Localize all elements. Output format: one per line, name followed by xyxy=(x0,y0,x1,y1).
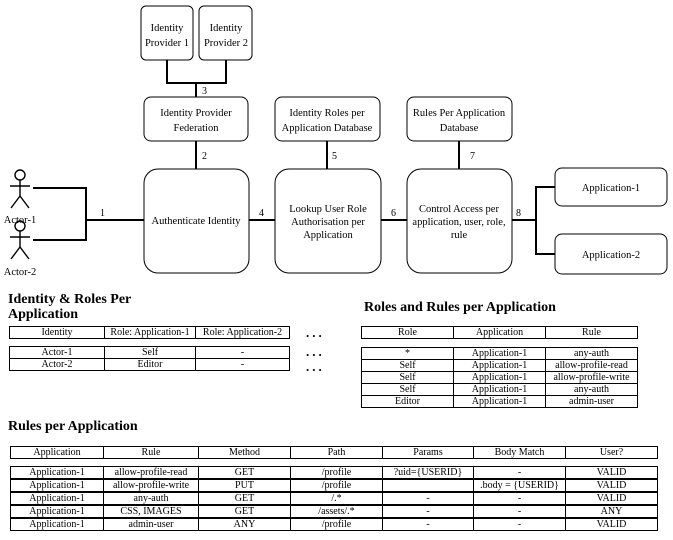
svg-text:Application Database: Application Database xyxy=(281,123,373,134)
svg-text:Application-1: Application-1 xyxy=(581,183,641,194)
edge-label-1: 1 xyxy=(100,208,105,219)
table-cell: Editor xyxy=(104,358,196,371)
roles-rules-header-application: Application xyxy=(453,326,546,339)
svg-text:Authorisation per: Authorisation per xyxy=(291,217,365,228)
svg-text:Control Access per: Control Access per xyxy=(419,204,499,215)
rules-header-method: Method xyxy=(198,446,291,459)
table-cell: * xyxy=(361,347,454,360)
table-cell: Application-1 xyxy=(10,466,104,479)
table-cell: Application-1 xyxy=(10,505,104,518)
identity-provider-1-node[interactable] xyxy=(141,6,193,60)
rules-header-rule: Rule xyxy=(103,446,199,459)
table-cell: Application-1 xyxy=(453,395,546,408)
svg-text:Lookup User Role: Lookup User Role xyxy=(289,204,367,215)
identity-roles-header-role-app2: Role: Application-2 xyxy=(195,326,290,339)
table-cell: - xyxy=(382,505,474,518)
edge-label-7: 7 xyxy=(470,151,475,162)
rules-header-body-match: Body Match xyxy=(473,446,566,459)
table-cell: CSS, IMAGES xyxy=(103,505,199,518)
table-cell: Self xyxy=(104,346,196,359)
svg-text:rule: rule xyxy=(450,230,468,241)
table-cell: ANY xyxy=(198,518,291,531)
roles-rules-heading: Roles and Rules per Application xyxy=(364,300,556,315)
actor-2-figure[interactable] xyxy=(4,221,36,278)
svg-text:Identity Provider: Identity Provider xyxy=(160,108,232,119)
table-cell: ANY xyxy=(565,505,658,518)
svg-text:Federation: Federation xyxy=(173,123,219,134)
table-cell: /.* xyxy=(290,492,383,505)
table-cell: Application-1 xyxy=(10,492,104,505)
svg-text:Provider 2: Provider 2 xyxy=(203,38,249,49)
table-cell: admin-user xyxy=(103,518,199,531)
rules-header-path: Path xyxy=(290,446,383,459)
table-cell: - xyxy=(473,505,566,518)
rules-header-params: Params xyxy=(382,446,474,459)
table-cell: Application-1 xyxy=(10,518,104,531)
table-cell: Application-1 xyxy=(453,359,546,372)
roles-rules-header-role: Role xyxy=(361,326,454,339)
identity-roles-heading-line1: Identity & Roles Per xyxy=(8,292,132,307)
table-cell: Application-1 xyxy=(453,383,546,396)
svg-text:Authenticate Identity: Authenticate Identity xyxy=(151,216,241,227)
identity-roles-database-node[interactable] xyxy=(275,97,380,141)
rules-header-user: User? xyxy=(565,446,658,459)
svg-text:Identity: Identity xyxy=(209,23,243,34)
table-cell: Application-1 xyxy=(10,479,104,492)
table-cell: ?uid={USERID} xyxy=(382,466,474,479)
ellipsis-row-2: ... xyxy=(306,359,325,374)
table-cell: /profile xyxy=(290,518,383,531)
table-cell: PUT xyxy=(198,479,291,492)
table-cell: GET xyxy=(198,492,291,505)
svg-text:Identity Roles per: Identity Roles per xyxy=(289,108,365,119)
table-cell: - xyxy=(382,518,474,531)
table-cell: Self xyxy=(361,383,454,396)
authenticate-identity-node[interactable] xyxy=(144,169,249,273)
identity-roles-header-identity: Identity xyxy=(9,326,105,339)
connector-actors xyxy=(33,188,86,240)
table-cell: allow-profile-read xyxy=(545,359,638,372)
svg-text:Database: Database xyxy=(439,123,479,134)
table-cell: VALID xyxy=(565,466,658,479)
table-cell: Self xyxy=(361,359,454,372)
svg-text:Application-2: Application-2 xyxy=(581,250,641,261)
ellipsis-header: ... xyxy=(306,325,325,340)
lookup-user-role-node[interactable] xyxy=(275,169,381,273)
svg-text:Rules Per Application: Rules Per Application xyxy=(412,108,506,119)
table-cell: - xyxy=(382,492,474,505)
table-cell: any-auth xyxy=(103,492,199,505)
table-cell: allow-profile-read xyxy=(103,466,199,479)
table-cell: - xyxy=(473,466,566,479)
ellipsis-row-1: ... xyxy=(306,344,325,359)
edge-label-5: 5 xyxy=(332,151,337,162)
connector-apps xyxy=(536,187,555,254)
table-cell: Application-1 xyxy=(453,371,546,384)
table-cell: - xyxy=(195,346,290,359)
rules-per-application-database-node[interactable] xyxy=(407,97,512,141)
identity-roles-heading-line2: Application xyxy=(8,307,79,322)
identity-provider-2-node[interactable] xyxy=(199,6,252,60)
application-2-node[interactable] xyxy=(555,234,667,274)
control-access-node[interactable] xyxy=(407,169,512,273)
svg-text:Application: Application xyxy=(303,230,353,241)
edge-label-6: 6 xyxy=(391,208,396,219)
table-cell: .body = {USERID} xyxy=(473,479,566,492)
table-cell: Actor-1 xyxy=(9,346,105,359)
edge-label-4: 4 xyxy=(259,208,264,219)
svg-text:Actor-1: Actor-1 xyxy=(3,215,37,226)
edge-label-8: 8 xyxy=(516,208,521,219)
table-cell: Actor-2 xyxy=(9,358,105,371)
table-cell: any-auth xyxy=(545,383,638,396)
connector-idp-join xyxy=(167,60,226,83)
actor-1-figure[interactable] xyxy=(4,170,36,226)
application-1-node[interactable] xyxy=(555,168,667,206)
rules-heading: Rules per Application xyxy=(8,419,138,434)
table-cell: GET xyxy=(198,466,291,479)
table-cell: Self xyxy=(361,371,454,384)
edge-label-3: 3 xyxy=(202,86,207,97)
table-cell: any-auth xyxy=(545,347,638,360)
svg-text:Provider 1: Provider 1 xyxy=(144,38,190,49)
svg-text:Identity: Identity xyxy=(150,23,184,34)
edge-label-2: 2 xyxy=(202,151,207,162)
identity-roles-header-role-app1: Role: Application-1 xyxy=(104,326,196,339)
table-cell xyxy=(382,479,474,492)
table-cell: allow-profile-write xyxy=(545,371,638,384)
table-cell: GET xyxy=(198,505,291,518)
table-cell: - xyxy=(473,518,566,531)
table-cell: allow-profile-write xyxy=(103,479,199,492)
table-cell: - xyxy=(473,492,566,505)
table-cell: /profile xyxy=(290,466,383,479)
table-cell: /assets/.* xyxy=(290,505,383,518)
table-cell: VALID xyxy=(565,492,658,505)
table-cell: /profile xyxy=(290,479,383,492)
rules-header-application: Application xyxy=(10,446,104,459)
identity-provider-federation-node[interactable] xyxy=(144,97,248,141)
identity-roles-heading xyxy=(8,292,131,322)
table-cell: VALID xyxy=(565,518,658,531)
svg-text:Actor-2: Actor-2 xyxy=(3,267,37,278)
table-cell: VALID xyxy=(565,479,658,492)
roles-rules-header-rule: Rule xyxy=(545,326,638,339)
svg-text:application, user, role,: application, user, role, xyxy=(412,217,506,228)
table-cell: Application-1 xyxy=(453,347,546,360)
table-cell: admin-user xyxy=(545,395,638,408)
table-cell: - xyxy=(195,358,290,371)
table-cell: Editor xyxy=(361,395,454,408)
